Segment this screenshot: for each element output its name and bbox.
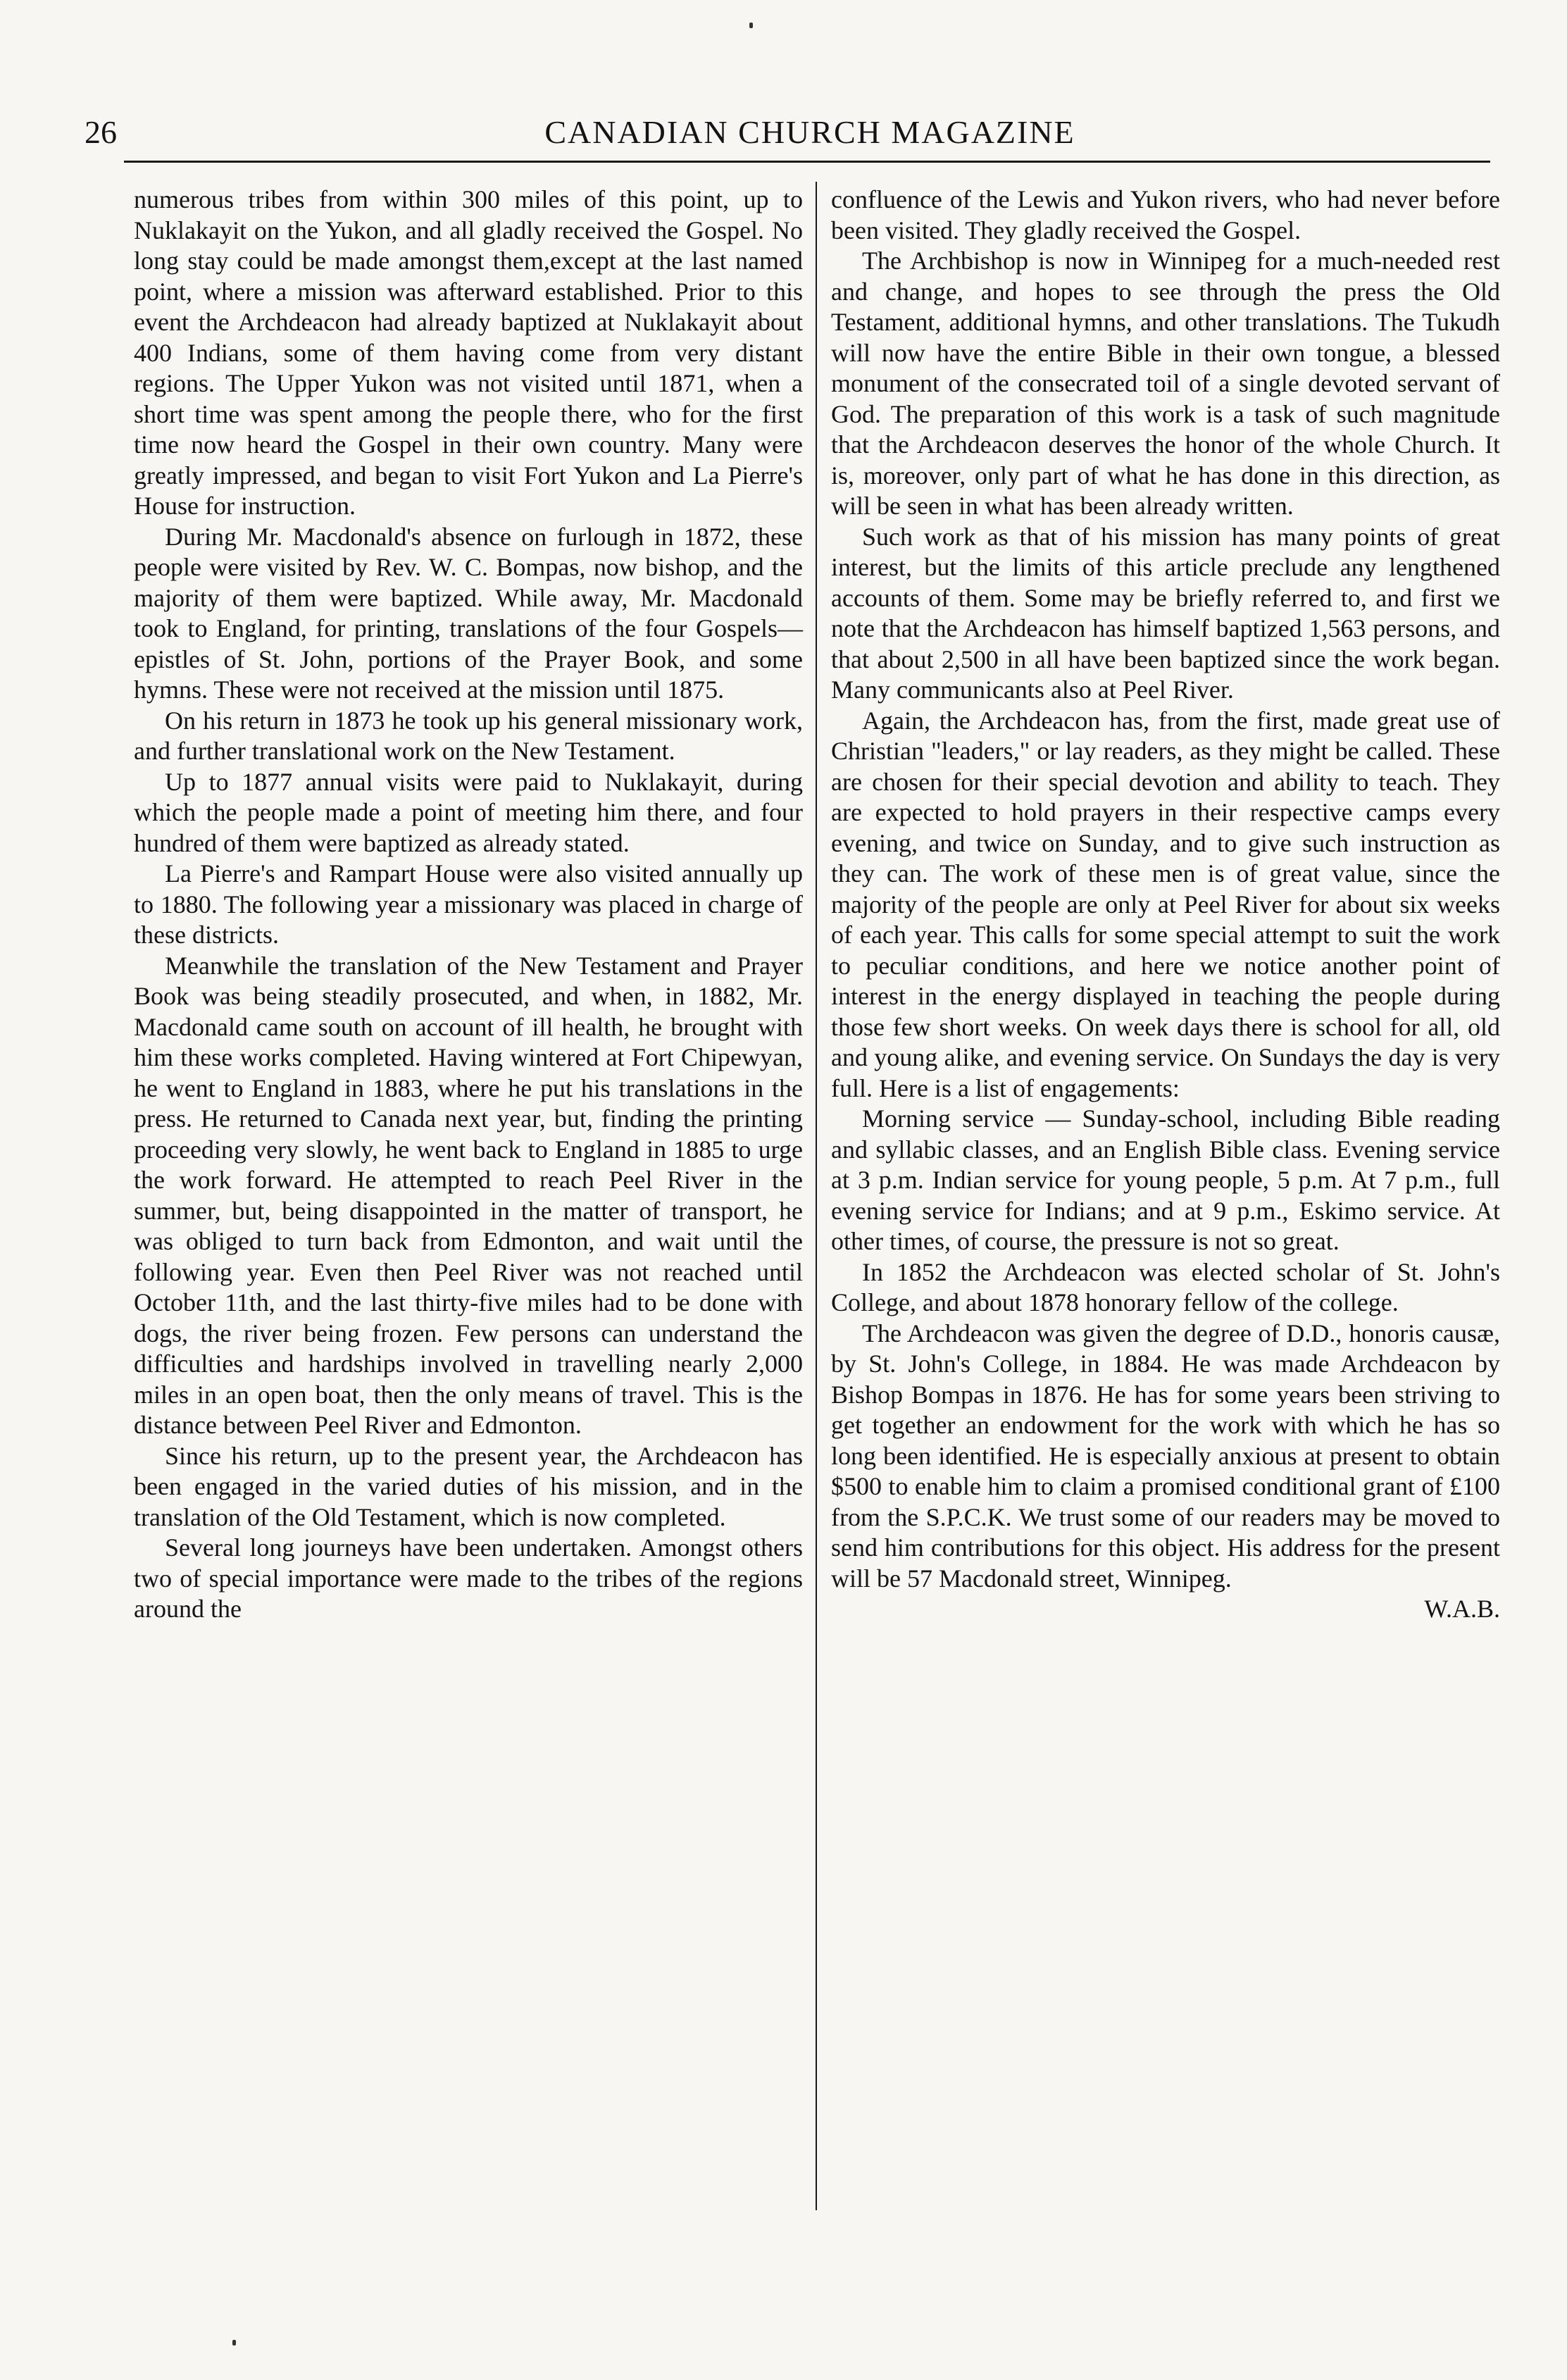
- paragraph: In 1852 the Archdeacon was elected scholar of St. John's College, and about 1878 honorary fellow of the college.: [831, 1257, 1500, 1316]
- print-speck: [749, 23, 753, 28]
- page-header: [0, 0, 1567, 169]
- paragraph: numerous tribes from within 300 miles of this point, up to Nuklakayit on the Yukon, and all gladly received the Gospel. No long stay could be made amongst them,except at the last named point, where a mission was afterward established. Prior to this event the Archdeacon had already baptized at Nuklakayit about 400 Indians, some of them having come from very distant regions. The Upper Yukon was not visited until 1871, when a short time was spent among the people there, who for the first time now heard the Gospel in their own country. Many were greatly impressed, and began to visit Fort Yukon and La Pierre's House for instruction.: [134, 185, 803, 520]
- author-signature: W.A.B.: [1424, 1595, 1500, 1623]
- paragraph: During Mr. Macdonald's absence on furlough in 1872, these people were visited by Rev. W. C. Bompas, now bishop, and the majority of them were baptized. While away, Mr. Macdonald took to England, for printing, translations of the four Gospels—epistles of St. John, portions of the Prayer Book, and some hymns. These were not received at the mission until 1875.: [134, 522, 803, 704]
- paragraph: On his return in 1873 he took up his general missionary work, and further translational work on the New Testament.: [134, 706, 803, 765]
- paragraph: Such work as that of his mission has many points of great interest, but the limits of this article preclude any lengthened accounts of them. Some may be briefly referred to, and first we note that the Archdeacon has himself baptized 1,563 persons, and that about 2,500 in all have been baptized since the work began. Many communicants also at Peel River.: [831, 522, 1500, 704]
- paragraph: Several long journeys have been undertaken. Amongst others two of special importance were made to the tribes of the regions around the: [134, 1533, 803, 1623]
- paragraph: confluence of the Lewis and Yukon rivers, who had never before been visited. They gladly received the Gospel.: [831, 185, 1500, 244]
- paragraph: Again, the Archdeacon has, from the first, made great use of Christian "leaders," or lay readers, as they might be called. These are chosen for their special devotion and ability to teach. They are expected to hold prayers in their respective camps every evening, and twice on Sunday, and to give such instruction as they can. The work of these men is of great value, since the majority of the people are only at Peel River for about six weeks of each year. This calls for some special attempt to suit the work to peculiar conditions, and here we notice another point of interest in the energy displayed in teaching the people during those few short weeks. On week days there is school for all, old and young alike, and evening service. On Sundays the day is very full. Here is a list of engagements:: [831, 706, 1500, 1102]
- print-speck: [232, 2340, 236, 2345]
- paragraph: La Pierre's and Rampart House were also visited annually up to 1880. The following year a missionary was placed in charge of these districts.: [134, 859, 803, 949]
- header-rule: [124, 161, 1490, 163]
- page-number: 26: [85, 114, 117, 150]
- running-title: CANADIAN CHURCH MAGAZINE: [544, 114, 1075, 150]
- paragraph: The Archdeacon was given the degree of D.D., honoris causæ, by St. John's College, in 1884. He was made Archdeacon by Bishop Bompas in 1876. He has for some years been striving to get together an endowment for the work with which he has so long been identified. He is especially anxious at present to obtain $500 to enable him to claim a promised conditional grant of £100 from the S.P.C.K. We trust some of our readers may be moved to send him contributions for this object. His address for the present will be 57 Macdonald street, Winnipeg.: [831, 1319, 1500, 1593]
- paragraph: Up to 1877 annual visits were paid to Nuklakayit, during which the people made a point of meeting him there, and four hundred of them were baptized as already stated.: [134, 767, 803, 857]
- paragraph: Meanwhile the translation of the New Testament and Prayer Book was being steadily prosecuted, and when, in 1882, Mr. Macdonald came south on account of ill health, he brought with him these works completed. Having wintered at Fort Chipewyan, he went to England in 1883, where he put his translations in the press. He returned to Canada next year, but, finding the printing proceeding very slowly, he went back to England in 1885 to urge the work forward. He attempted to reach Peel River in the summer, but, being disappointed in the matter of transport, he was obliged to turn back from Edmonton, and wait until the following year. Even then Peel River was not reached until October 11th, and the last thirty-five miles had to be done with dogs, the river being frozen. Few persons can understand the difficulties and hardships involved in travelling nearly 2,000 miles in an open boat, then the only means of travel. This is the distance between Peel River and Edmonton.: [134, 951, 803, 1439]
- left-column: [134, 185, 803, 1625]
- column-divider: [816, 182, 817, 2210]
- paragraph: Since his return, up to the present year, the Archdeacon has been engaged in the varied duties of his mission, and in the translation of the Old Testament, which is now completed.: [134, 1441, 803, 1531]
- right-column: [831, 185, 1500, 1625]
- paragraph: Morning service — Sunday-school, including Bible reading and syllabic classes, and an English Bible class. Evening service at 3 p.m. Indian service for young people, 5 p.m. At 7 p.m., full evening service for Indians; and at 9 p.m., Eskimo service. At other times, of course, the pressure is not so great.: [831, 1104, 1500, 1255]
- paragraph: The Archbishop is now in Winnipeg for a much-needed rest and change, and hopes to see through the press the Old Testament, additional hymns, and other translations. The Tukudh will now have the entire Bible in their own tongue, a blessed monument of the consecrated toil of a single devoted servant of God. The preparation of this work is a task of such magnitude that the Archdeacon deserves the honor of the whole Church. It is, moreover, only part of what he has done in this direction, as will be seen in what has been already written.: [831, 247, 1500, 520]
